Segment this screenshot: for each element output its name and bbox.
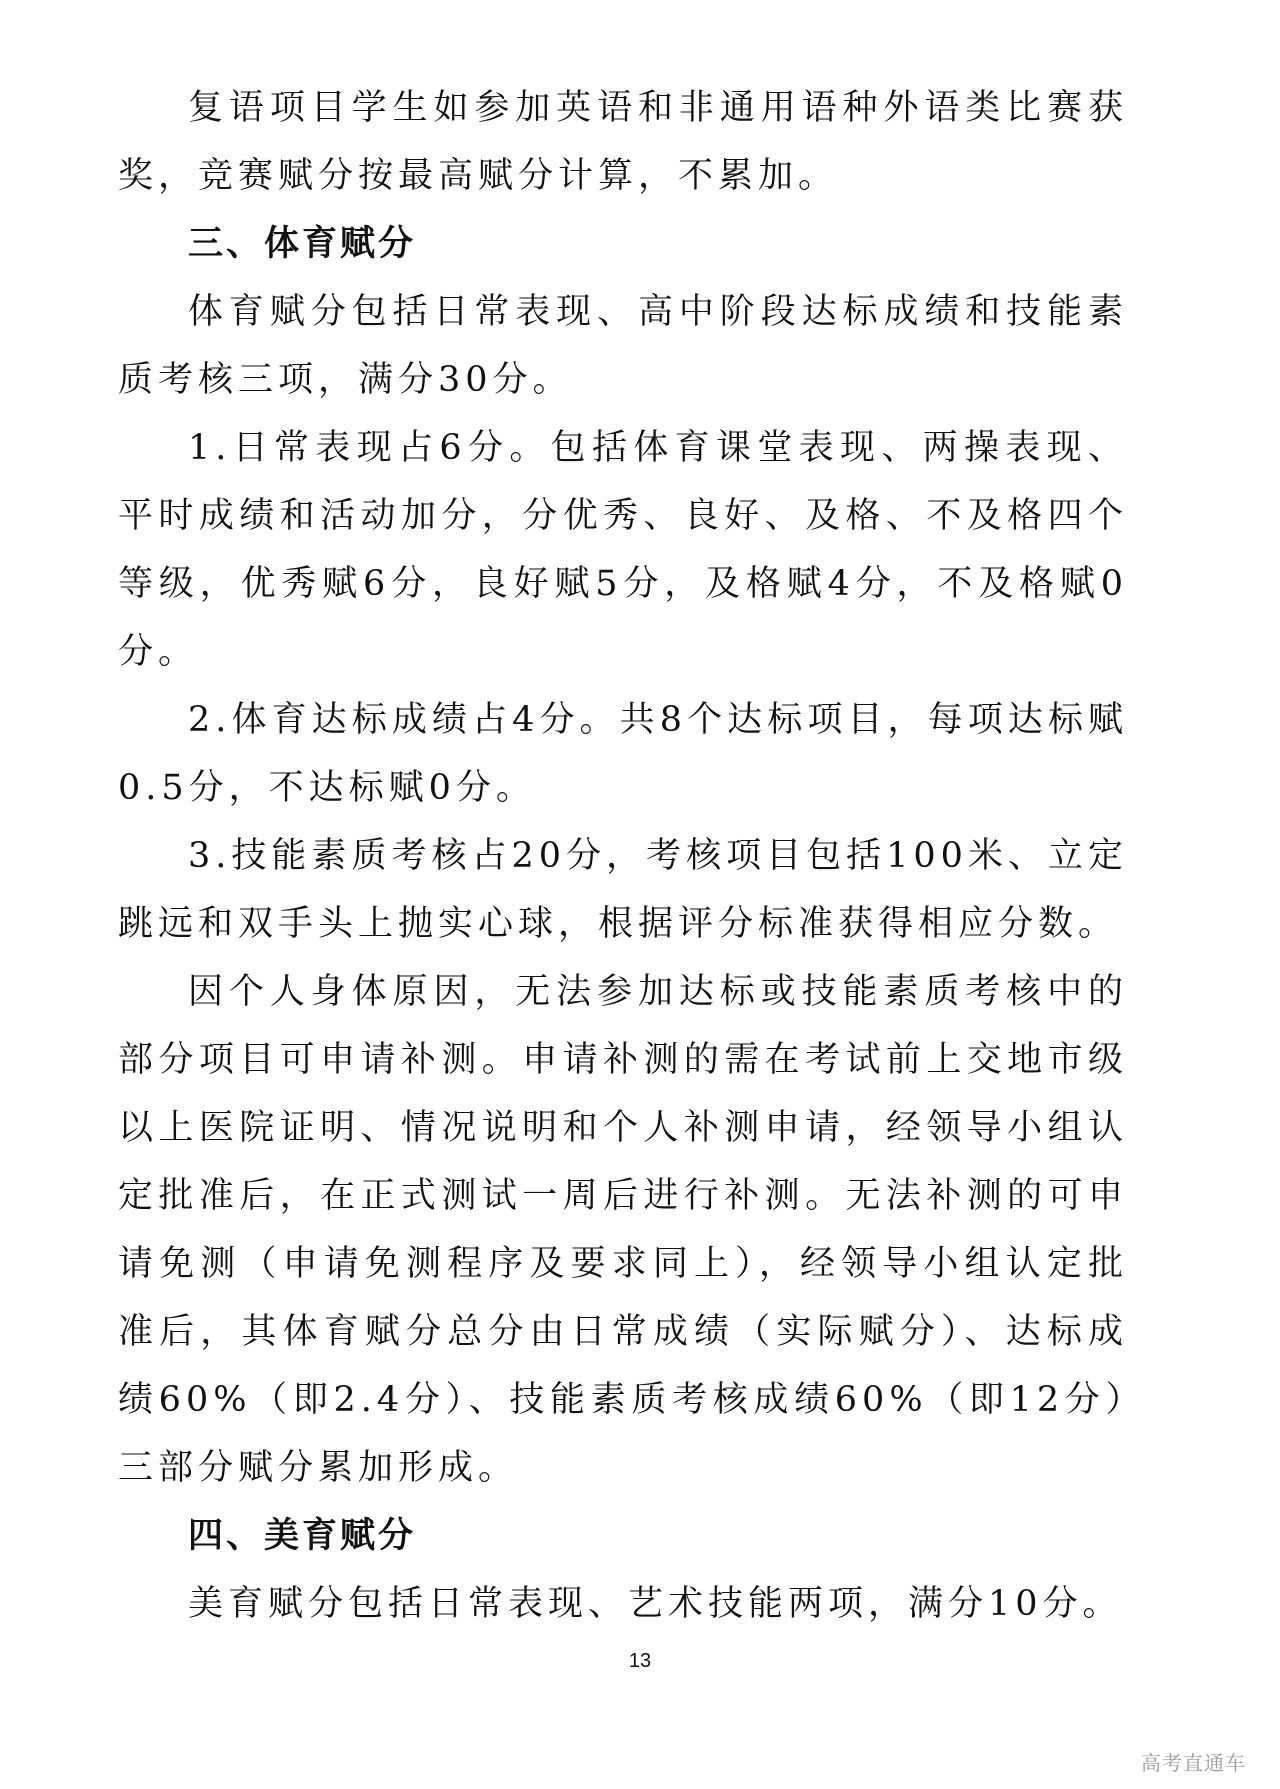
- watermark-text: 高考直通车: [1141, 1751, 1246, 1775]
- paragraph-pe-overview: 体育赋分包括日常表现、高中阶段达标成绩和技能素质考核三项，满分30分。: [118, 292, 1128, 400]
- paragraph-pe-standard-score: 2.体育达标成绩占4分。共8个达标项目，每项达标赋0.5分，不达标赋0分。: [118, 700, 1128, 808]
- paragraph-pe-makeup-exemption: 因个人身体原因，无法参加达标或技能素质考核中的部分项目可申请补测。申请补测的需在考试前上交地市级以上医院证明、情况说明和个人补测申请，经领导小组认定批准后，在正式测试一周后进行补测。无法补测的可申请免测（申请免测程序及要求同上），经领导小组认定批准后，其体育赋分总分由日常成绩（实际赋分）、达标成绩60%（即2.4分）、技能素质考核成绩60%（即12分）三部分赋分累加形成。: [118, 972, 1128, 1488]
- section-heading-aesthetic-scoring: 四、美育赋分: [188, 1516, 417, 1556]
- page-number: 13: [628, 1650, 652, 1672]
- paragraph-pe-skill-assessment: 3.技能素质考核占20分，考核项目包括100米、立定跳远和双手头上抛实心球，根据评分标准获得相应分数。: [118, 836, 1128, 944]
- document-body: [118, 74, 1128, 1638]
- paragraph-pe-daily-performance: 1.日常表现占6分。包括体育课堂表现、两操表现、平时成绩和活动加分，分优秀、良好、及格、不及格四个等级，优秀赋6分，良好赋5分，及格赋4分，不及格赋0分。: [118, 428, 1128, 672]
- paragraph-multilingual-competition: 复语项目学生如参加英语和非通用语种外语类比赛获奖，竞赛赋分按最高赋分计算，不累加。: [118, 88, 1128, 196]
- paragraph-aesthetic-overview: 美育赋分包括日常表现、艺术技能两项，满分10分。: [188, 1584, 1123, 1624]
- section-heading-pe-scoring: 三、体育赋分: [188, 224, 417, 264]
